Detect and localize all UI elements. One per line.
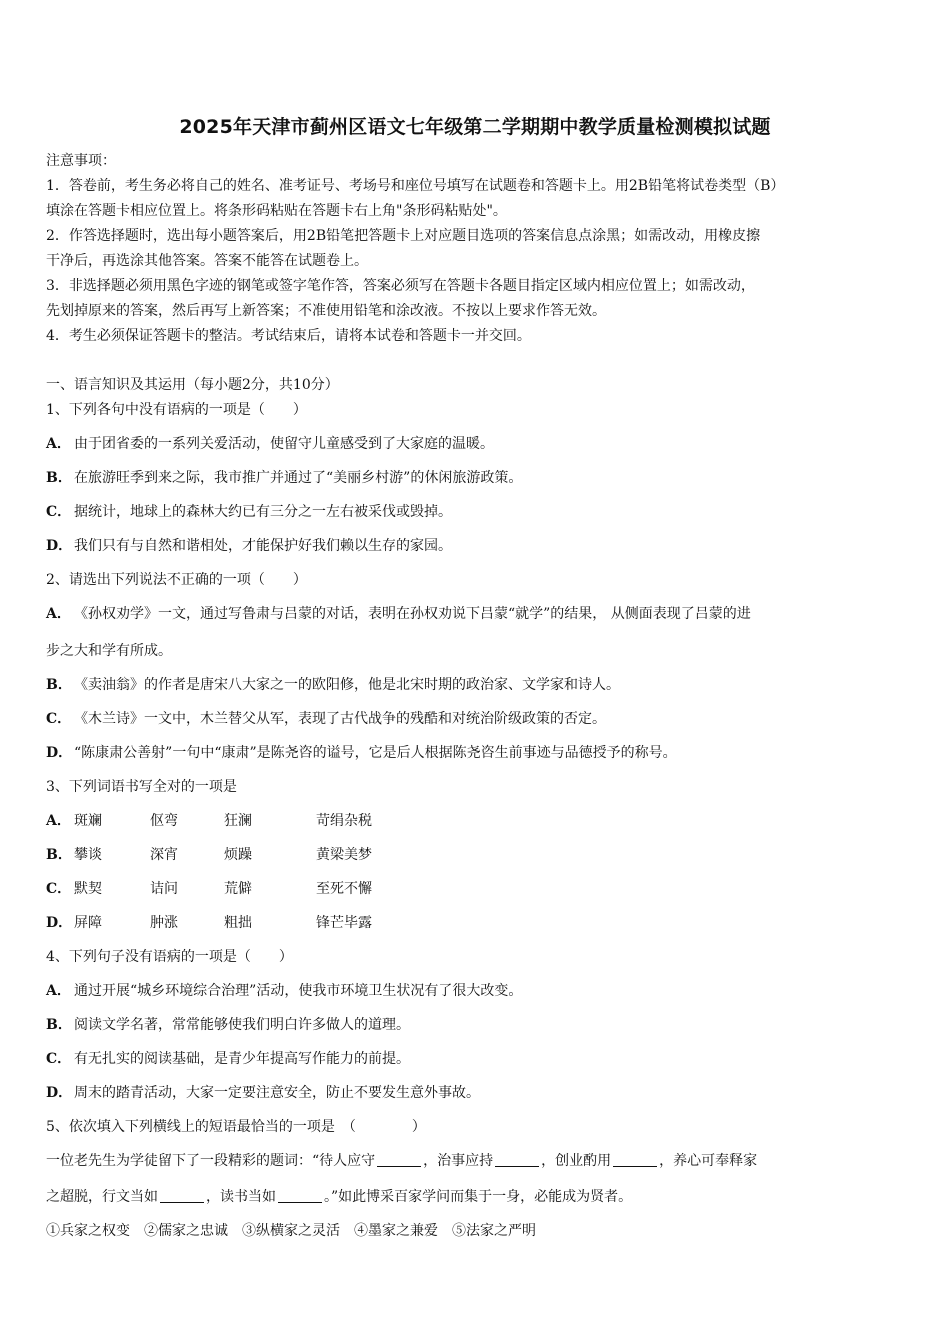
passage-text: ，治事应持 [423,1153,494,1169]
fill-blank [278,1188,322,1203]
q3-option-a [46,811,906,831]
option-letter: D． [46,538,73,554]
option-letter: C． [46,1051,72,1067]
q5-choices: ①兵家之权变 ②儒家之忠诚 ③纵横家之灵活 ④墨家之兼爱 ⑤法家之严明 [46,1223,536,1239]
word: 肿涨 [150,915,178,931]
option-text: 阅读文学名著，常常能够使我们明白许多做人的道理。 [74,1017,410,1033]
option-text: 《卖油翁》的作者是唐宋八大家之一的欧阳修，他是北宋时期的政治家、文学家和诗人。 [74,677,620,693]
word: 斑斓 [74,813,102,829]
q3-stem: 3、下列词语书写全对的一项是 [46,779,237,795]
option-letter: B． [46,1017,72,1033]
option-letter: B． [46,470,72,486]
fill-blank [495,1152,539,1167]
option-letter: A． [46,813,71,829]
q1-option-a [46,434,906,454]
q5-passage-line-2 [46,1187,906,1207]
q2-option-b [46,675,906,695]
q5-stem: 5、依次填入下列横线上的短语最恰当的一项是 （ ） [46,1119,426,1135]
fill-blank [377,1152,421,1167]
notice-line-2: 填涂在答题卡相应位置上。将条形码粘贴在答题卡右上角"条形码粘贴处"。 [46,203,507,219]
option-letter: C． [46,711,72,727]
q3-option-b [46,845,906,865]
option-letter: D． [46,1085,73,1101]
q2-stem: 2、请选出下列说法不正确的一项（ ） [46,572,307,588]
option-text: 由于团省委的一系列关爱活动，使留守儿童感受到了大家庭的温暖。 [74,436,494,452]
notice-line-7: 4．考生必须保证答题卡的整洁。考试结束后，请将本试卷和答题卡一并交回。 [46,328,531,344]
q4-option-d [46,1083,906,1103]
word: 荒僻 [224,881,252,897]
option-letter: C． [46,504,72,520]
option-letter: A． [46,983,71,999]
exam-title: 2025年天津市蓟州区语文七年级第二学期期中教学质量检测模拟试题 [179,116,771,138]
option-letter: B． [46,677,72,693]
section-heading: 一、语言知识及其运用（每小题2分，共10分） [46,377,339,393]
notice-line-3: 2．作答选择题时，选出每小题答案后，用2B铅笔把答题卡上对应题目选项的答案信息点涂黑；如需改动，用橡皮擦 [46,228,761,244]
word: 至死不懈 [316,881,372,897]
word: 诘问 [150,881,178,897]
notice-line-1: 1．答卷前，考生务必将自己的姓名、准考证号、考场号和座位号填写在试题卷和答题卡上。用2B铅笔将试卷类型（B） [46,178,785,194]
option-letter: B． [46,847,72,863]
word: 粗拙 [224,915,252,931]
q5-passage-line-1 [46,1151,906,1171]
notice-line-5: 3．非选择题必须用黑色字迹的钢笔或签字笔作答，答案必须写在答题卡各题目指定区域内相应位置上；如需改动， [46,278,755,294]
word: 深宵 [150,847,178,863]
q2-option-a [46,604,906,624]
q2-option-d [46,743,906,763]
q2-option-a-cont: 步之大和学有所成。 [46,643,172,659]
word: 攀谈 [74,847,102,863]
q2-option-c [46,709,906,729]
option-text: “陈康肃公善射”一句中“康肃”是陈尧咨的谥号，它是后人根据陈尧咨生前事迹与品德授予的称号。 [74,745,677,761]
passage-text: ，创业酌用 [541,1153,612,1169]
option-text: 周末的踏青活动，大家一定要注意安全，防止不要发生意外事故。 [74,1085,480,1101]
option-text: 我们只有与自然和谐相处，才能保护好我们赖以生存的家园。 [74,538,452,554]
word: 苛绢杂税 [316,813,372,829]
word: 狂澜 [224,813,252,829]
word: 烦躁 [224,847,252,863]
q1-option-c [46,502,906,522]
option-text: 《木兰诗》一文中，木兰替父从军，表现了古代战争的残酷和对统治阶级政策的否定。 [74,711,606,727]
q4-option-b [46,1015,906,1035]
option-text: 据统计，地球上的森林大约已有三分之一左右被采伐或毁掉。 [74,504,452,520]
passage-text: 。”如此博采百家学问而集于一身，必能成为贤者。 [324,1189,633,1205]
option-text: 通过开展“城乡环境综合治理”活动，使我市环境卫生状况有了很大改变。 [74,983,523,999]
option-text: 有无扎实的阅读基础，是青少年提高写作能力的前提。 [74,1051,410,1067]
passage-text: 之超脱，行文当如 [46,1189,158,1205]
option-text: 《孙权劝学》一文，通过写鲁肃与吕蒙的对话，表明在孙权劝说下吕蒙“就学”的结果， 从侧面表现了吕蒙的进 [74,606,751,622]
option-letter: C． [46,881,72,897]
q1-option-b [46,468,906,488]
option-letter: D． [46,915,73,931]
option-letter: A． [46,606,71,622]
word: 黄梁美梦 [316,847,372,863]
option-letter: D． [46,745,73,761]
q4-option-a [46,981,906,1001]
passage-text: 一位老先生为学徒留下了一段精彩的题词：“待人应守 [46,1153,376,1169]
q1-stem: 1、下列各句中没有语病的一项是（ ） [46,402,307,418]
q3-option-d [46,913,906,933]
q3-option-c [46,879,906,899]
word: 伛弯 [150,813,178,829]
fill-blank [613,1152,657,1167]
notice-line-4: 干净后，再选涂其他答案。答案不能答在试题卷上。 [46,253,368,269]
notice-line-6: 先划掉原来的答案，然后再写上新答案；不准使用铅笔和涂改液。不按以上要求作答无效。 [46,303,606,319]
q4-stem: 4、下列句子没有语病的一项是（ ） [46,949,293,965]
word: 锋芒毕露 [316,915,372,931]
word: 屏障 [74,915,102,931]
notice-heading: 注意事项： [46,153,116,169]
passage-text: ，读书当如 [206,1189,276,1205]
q1-option-d [46,536,906,556]
option-letter: A． [46,436,71,452]
q4-option-c [46,1049,906,1069]
word: 默契 [74,881,102,897]
option-text: 在旅游旺季到来之际，我市推广并通过了“美丽乡村游”的休闲旅游政策。 [74,470,523,486]
passage-text: ，养心可奉释家 [659,1153,758,1169]
fill-blank [160,1188,204,1203]
